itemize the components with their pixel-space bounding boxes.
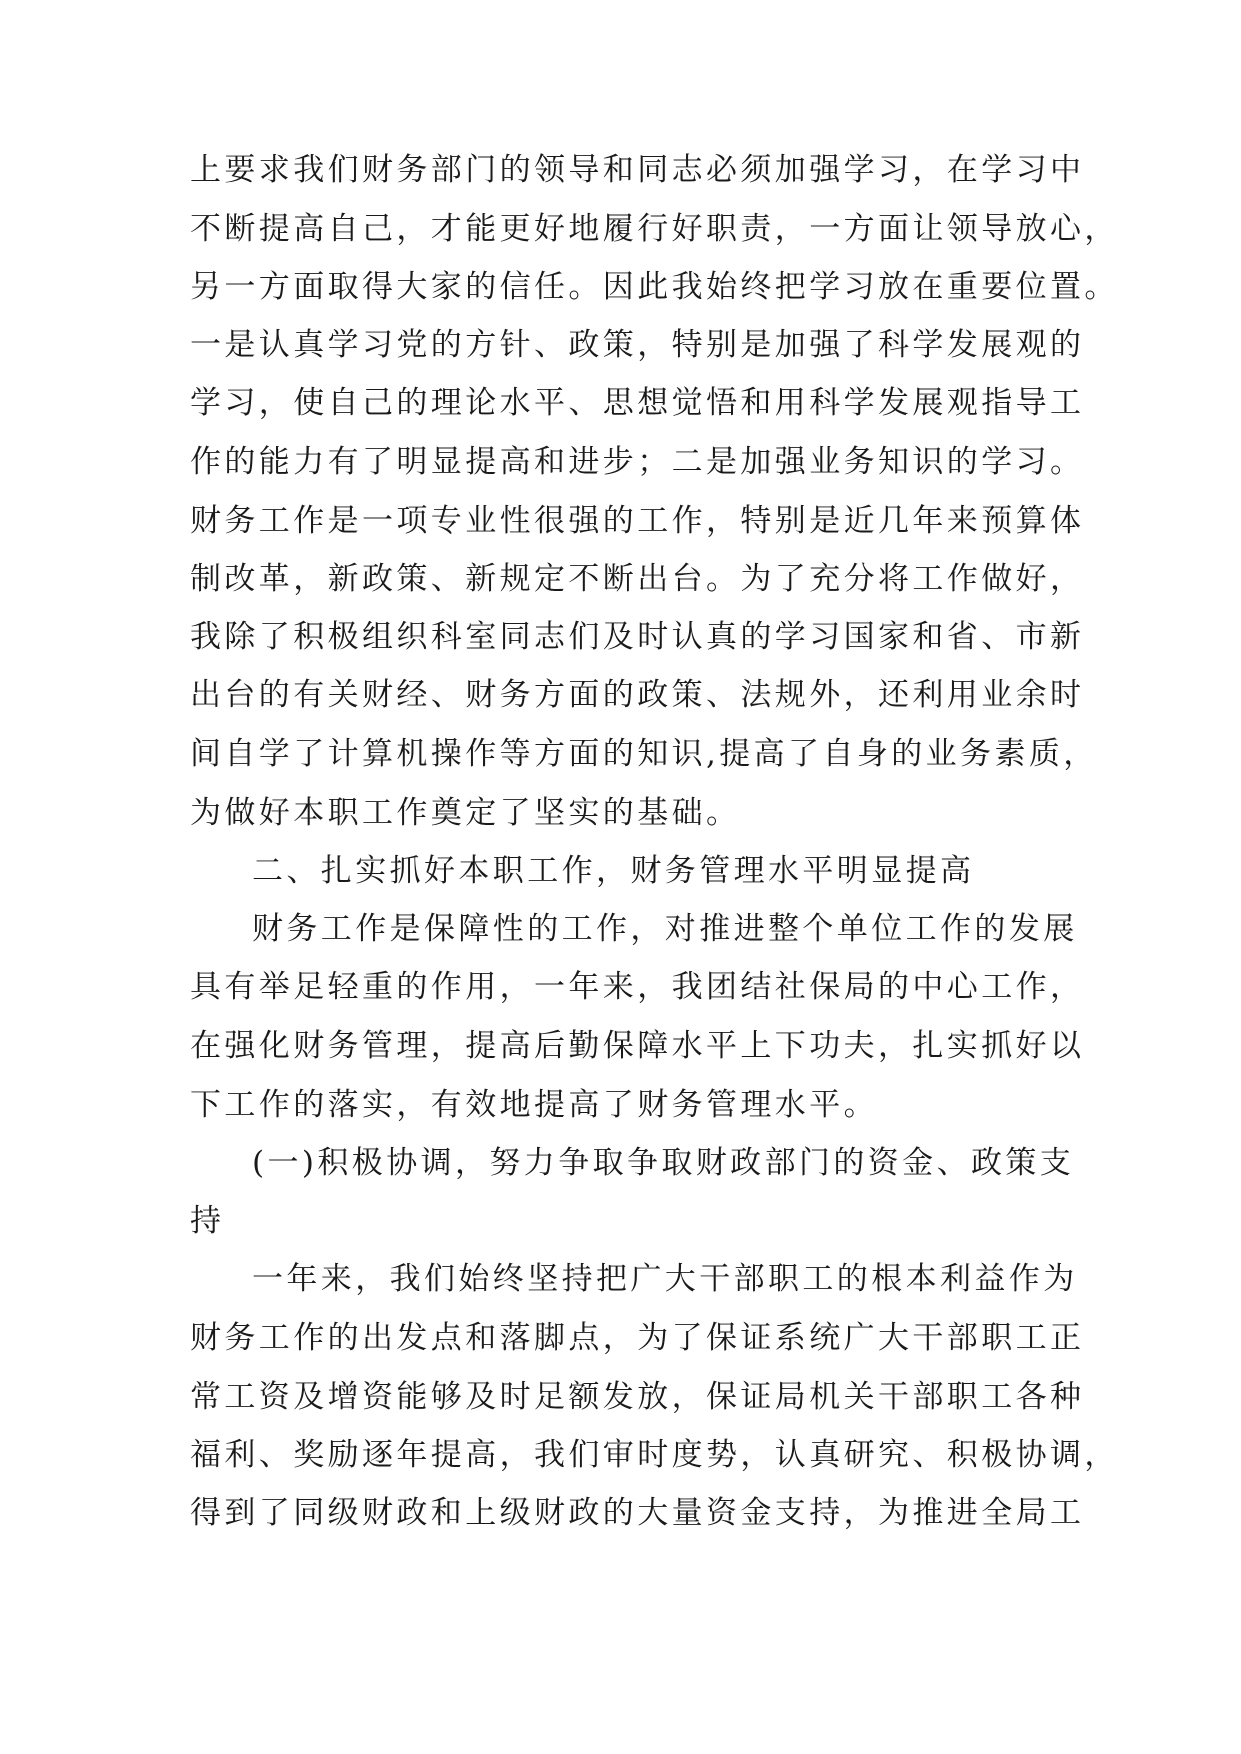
text-line: 为做好本职工作奠定了坚实的基础。 (190, 795, 741, 831)
text-line: 一是认真学习党的方针、政策，特别是加强了科学发展观的 (190, 327, 1085, 363)
text-line: 我除了积极组织科室同志们及时认真的学习国家和省、市新 (190, 619, 1085, 655)
text-line: 财务工作是一项专业性很强的工作，特别是近几年来预算体 (190, 503, 1085, 539)
text-line: 另一方面取得大家的信任。因此我始终把学习放在重要位置。 (190, 269, 1119, 305)
text-line: 出台的有关财经、财务方面的政策、法规外，还利用业余时 (190, 677, 1085, 713)
text-line: 财务工作的出发点和落脚点，为了保证系统广大干部职工正 (190, 1320, 1085, 1356)
text-line: 学习，使自己的理论水平、思想觉悟和用科学发展观指导工 (190, 385, 1085, 421)
text-line: 上要求我们财务部门的领导和同志必须加强学习，在学习中 (190, 152, 1085, 188)
text-line: 制改革，新政策、新规定不断出台。为了充分将工作做好， (190, 561, 1085, 597)
subsection-heading: (一)积极协调，努力争取争取财政部门的资金、政策支 (252, 1145, 1075, 1181)
section-heading: 二、扎实抓好本职工作，财务管理水平明显提高 (252, 853, 975, 889)
text-line: 作的能力有了明显提高和进步；二是加强业务知识的学习。 (190, 444, 1085, 480)
text-line: 常工资及增资能够及时足额发放，保证局机关干部职工各种 (190, 1379, 1085, 1415)
text-line: 间自学了计算机操作等方面的知识,提高了自身的业务素质， (190, 736, 1098, 772)
text-line: 得到了同级财政和上级财政的大量资金支持，为推进全局工 (190, 1495, 1085, 1531)
text-line: 福利、奖励逐年提高，我们审时度势，认真研究、积极协调， (190, 1437, 1119, 1473)
text-line: 不断提高自己，才能更好地履行好职责，一方面让领导放心， (190, 211, 1119, 247)
text-line: 下工作的落实，有效地提高了财务管理水平。 (190, 1087, 878, 1123)
text-line: 财务工作是保障性的工作，对推进整个单位工作的发展 (252, 911, 1078, 947)
text-line: 具有举足轻重的作用，一年来，我团结社保局的中心工作， (190, 969, 1085, 1005)
text-line: 在强化财务管理，提高后勤保障水平上下功夫，扎实抓好以 (190, 1028, 1085, 1064)
subsection-heading-continuation: 持 (190, 1203, 225, 1239)
text-line: 一年来，我们始终坚持把广大干部职工的根本利益作为 (252, 1261, 1078, 1297)
